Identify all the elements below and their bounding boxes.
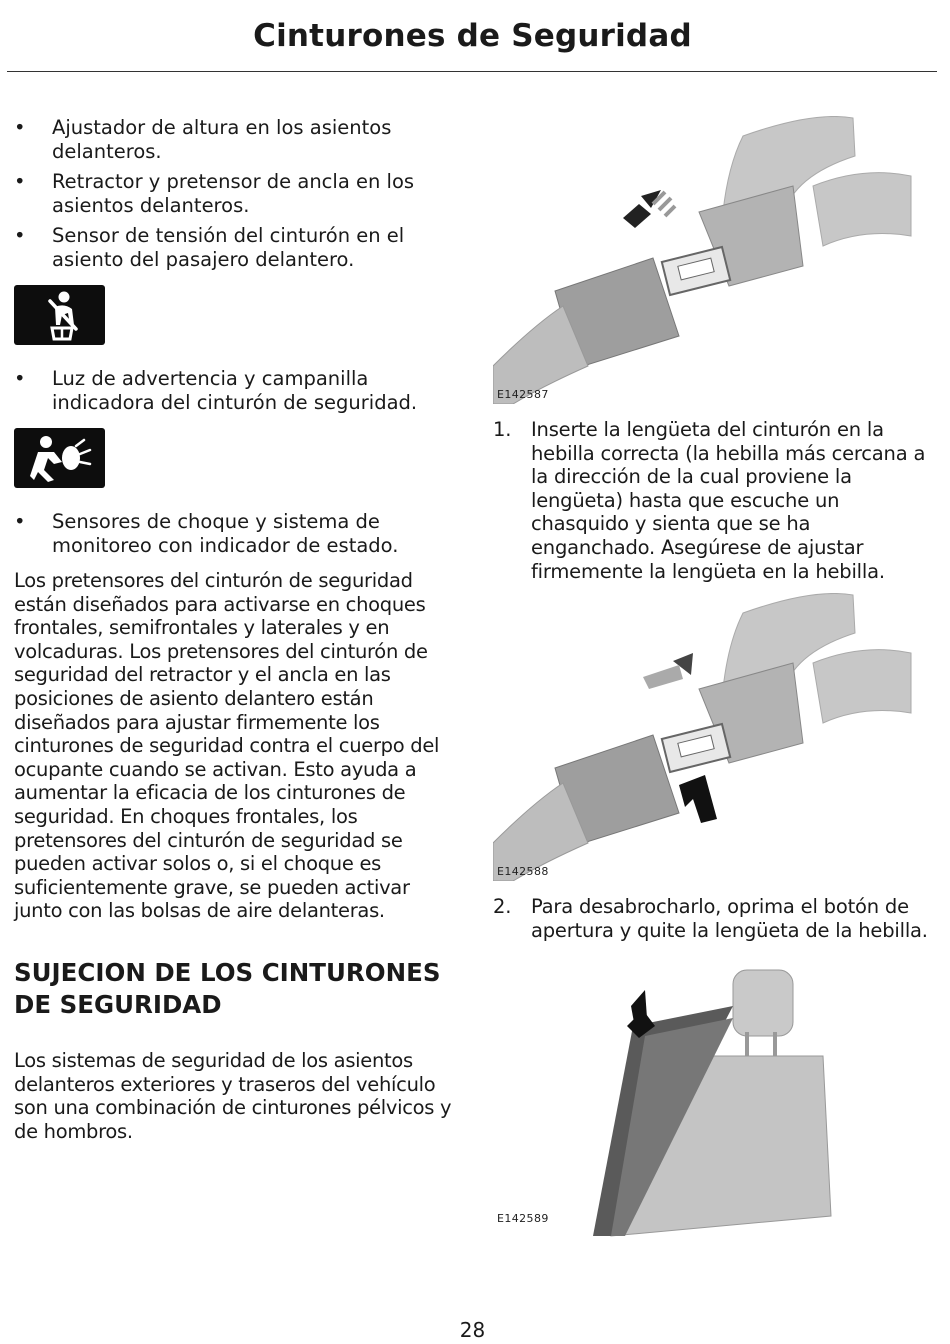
bullet-text: Retractor y pretensor de ancla en los asientos delanteros.	[52, 170, 415, 217]
section-heading: SUJECION DE LOS CINTURONES DE SEGURIDAD	[14, 957, 441, 1019]
step-item	[493, 895, 938, 942]
bullet-marker: •	[14, 510, 26, 533]
list-item	[14, 170, 454, 217]
left-column	[14, 116, 454, 1143]
right-column	[493, 116, 938, 1256]
step-number: 1.	[493, 418, 512, 441]
buckle-release-figure	[493, 593, 933, 881]
list-item	[14, 116, 454, 163]
seat-belt-illustration	[493, 966, 933, 1256]
bullet-text: Sensor de tensión del cinturón en el asiento del pasajero delantero.	[52, 224, 405, 271]
page-number: 28	[459, 1318, 486, 1342]
header-divider	[7, 71, 937, 72]
buckle-insert-figure	[493, 116, 933, 404]
figure-code: E142587	[497, 388, 549, 401]
figure-code: E142589	[497, 1212, 549, 1226]
list-item	[14, 367, 454, 414]
list-item	[14, 510, 454, 557]
step-item	[493, 418, 938, 583]
bullet-text: Luz de advertencia y campanilla indicadora del cinturón de seguridad.	[52, 367, 418, 414]
seat-belt-figure	[493, 966, 933, 1256]
pretensioner-paragraph: Los pretensores del cinturón de seguridad están diseñados para activarse en choques frontales, semifrontales y laterales y en volcaduras. Los pretensores del cinturón de seguridad del retractor y el ancla en las posiciones de asiento delantero están diseñados para ajustar firmemente los cinturones de seguridad contra el cuerpo del ocupante cuando se activan. Esto ayuda a aumentar la eficacia de los cinturones de seguridad. En choques frontales, los pretensores del cinturón de seguridad se pueden activar solos o, si el choque es suficientemente grave, se pueden activar junto con las bolsas de aire delanteras.	[14, 569, 440, 923]
page-title: Cinturones de Seguridad	[253, 18, 692, 54]
figure-code: E142588	[497, 865, 549, 879]
step-text: Inserte la lengüeta del cinturón en la hebilla correcta (la hebilla más cercana a la dirección de la cual proviene la lengüeta) hasta que escuche un chasquido y sienta que se ha enganchado. Asegúrese de ajustar firmemente la lengüeta en la hebilla.	[531, 418, 926, 583]
bullet-marker: •	[14, 224, 26, 247]
buckle-insert-illustration	[493, 116, 933, 404]
list-item	[14, 224, 454, 271]
airbag-warning-icon	[14, 428, 105, 488]
step-text: Para desabrocharlo, oprima el botón de apertura y quite la lengüeta de la hebilla.	[531, 895, 928, 942]
bullet-text: Ajustador de altura en los asientos delanteros.	[52, 116, 392, 163]
bullet-marker: •	[14, 170, 26, 193]
bullet-marker: •	[14, 367, 26, 390]
step-number: 2.	[493, 895, 512, 919]
bullet-marker: •	[14, 116, 26, 139]
buckle-release-illustration	[493, 593, 933, 881]
section-paragraph: Los sistemas de seguridad de los asientos delanteros exteriores y traseros del vehículo son una combinación de cinturones pélvicos y de hombros.	[14, 1048, 452, 1143]
seatbelt-warning-icon	[14, 285, 105, 345]
bullet-text: Sensores de choque y sistema de monitoreo con indicador de estado.	[52, 510, 399, 557]
